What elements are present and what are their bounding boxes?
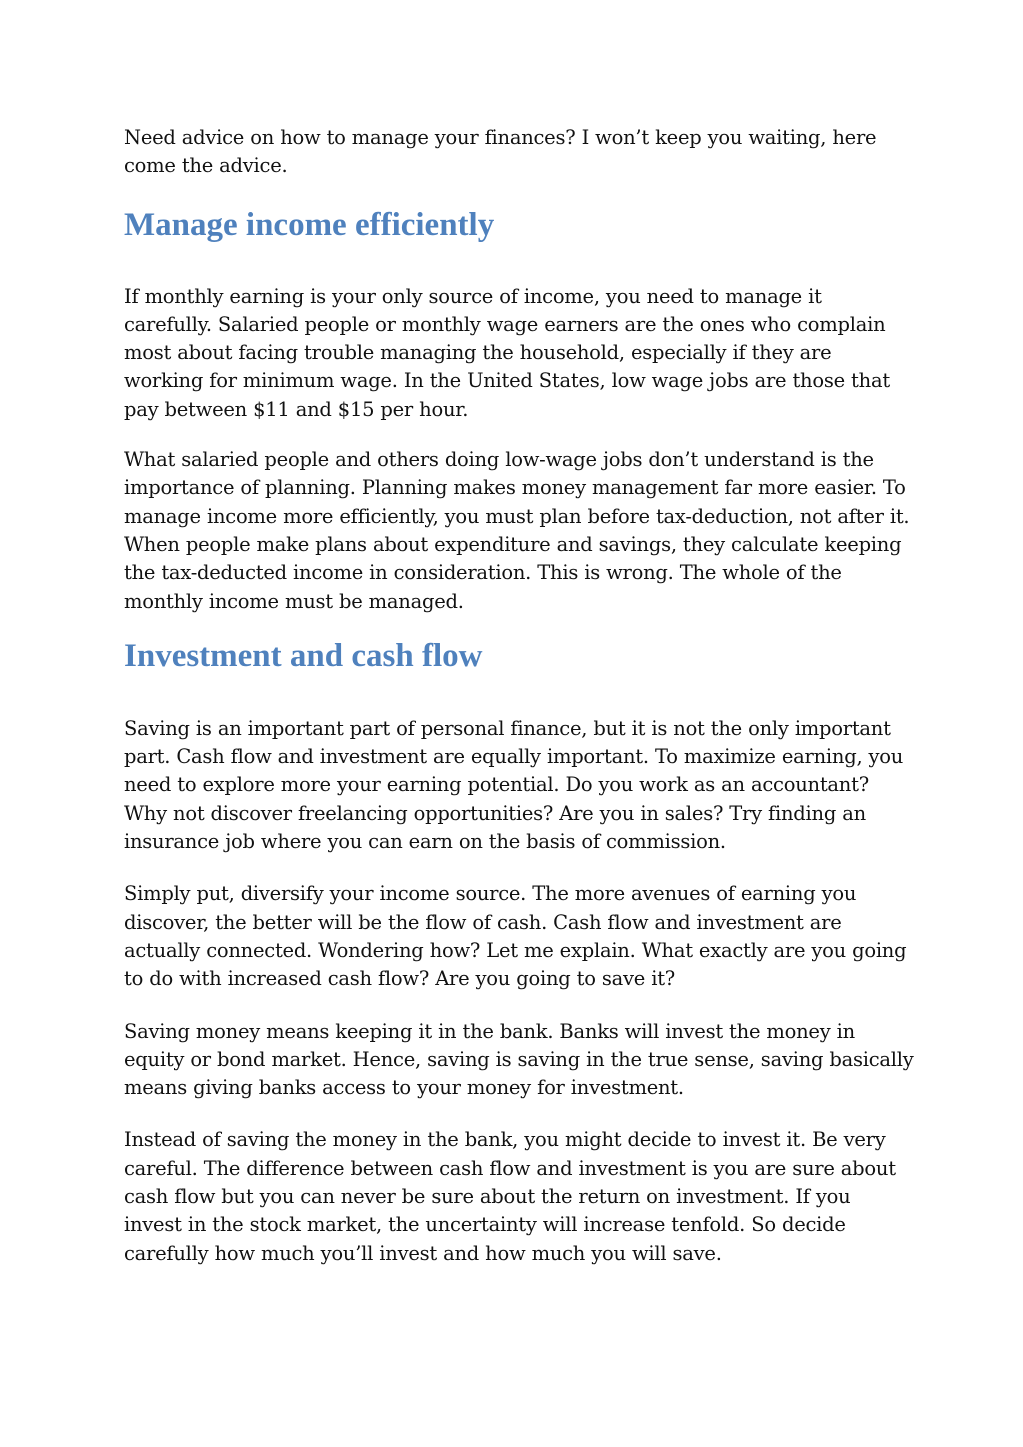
paragraph-saving-in-bank: Saving money means keeping it in the bank. Banks will invest the money in equity or bond market. Hence, saving is saving in the true sense, saving basically means giving banks access to your money for investment. xyxy=(124,1019,914,1100)
section-heading-manage-income: Manage income efficiently xyxy=(124,206,495,243)
paragraph-monthly-earning: If monthly earning is your only source of income, you need to manage it carefully. Salaried people or monthly wage earners are the ones who complain most about facing trouble managing the household, especially if they are working for minimum wage. In the United States, low wage jobs are those that pay between $11 and $15 per hour. xyxy=(124,284,890,421)
paragraph-invest-carefully: Instead of saving the money in the bank, you might decide to invest it. Be very careful. The difference between cash flow and investment is you are sure about cash flow but you can never be sure about the return on investment. If you invest in the stock market, the uncertainty will increase tenfold. So decide carefully how much you’ll invest and how much you will save. xyxy=(124,1128,896,1265)
intro-paragraph: Need advice on how to manage your finances? I won’t keep you waiting, here come the advice. xyxy=(124,126,877,178)
paragraph-importance-of-planning: What salaried people and others doing low-wage jobs don’t understand is the importance of planning. Planning makes money management far more easier. To manage income more efficiently, you must plan before tax-deduction, not after it. When people make plans about expenditure and savings, they calculate keeping the tax-deducted income in consideration. This is wrong. The whole of the monthly income must be managed. xyxy=(124,448,910,613)
paragraph-diversify-income: Simply put, diversify your income source. The more avenues of earning you discover, the better will be the flow of cash. Cash flow and investment are actually connected. Wondering how? Let me explain. What exactly are you going to do with increased cash flow? Are you going to save it? xyxy=(124,882,907,991)
paragraph-saving-importance: Saving is an important part of personal finance, but it is not the only important part. Cash flow and investment are equally important. To maximize earning, you need to explore more your earning potential. Do you work as an accountant? Why not discover freelancing opportunities? Are you in sales? Try finding an insurance job where you can earn on the basis of commission. xyxy=(124,716,904,854)
section-heading-investment-cash-flow: Investment and cash flow xyxy=(124,637,483,674)
document-body xyxy=(124,124,914,1268)
